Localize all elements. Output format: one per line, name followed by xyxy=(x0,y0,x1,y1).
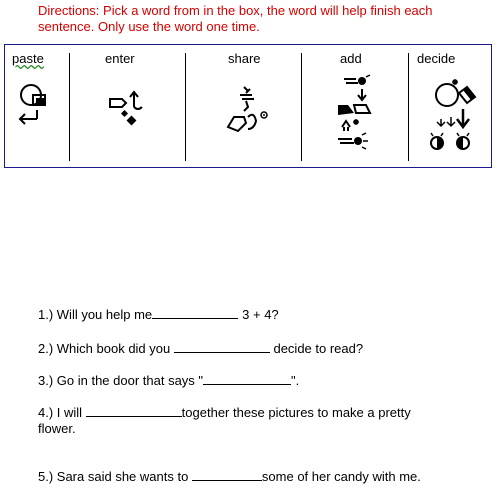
answer-blank[interactable] xyxy=(174,340,270,353)
word-box xyxy=(4,44,492,168)
sentence-text: decide to read? xyxy=(269,341,364,356)
word-cell-decide[interactable] xyxy=(409,45,492,167)
enter-symbol-icon xyxy=(108,89,148,133)
share-symbol-icon xyxy=(224,83,270,135)
sentence-text: 3.) Go in the door that says " xyxy=(38,373,204,388)
sentence-text: some of her candy with me. xyxy=(261,469,421,484)
answer-blank[interactable] xyxy=(203,372,291,385)
word-cell-enter[interactable] xyxy=(70,45,185,167)
sentence-1 xyxy=(38,306,279,323)
answer-blank[interactable] xyxy=(152,306,238,319)
sentence-text: 1.) Will you help me xyxy=(38,307,153,322)
sentence-text: flower. xyxy=(38,421,76,436)
directions-line-1: Directions: Pick a word from in the box, the word will help finish each xyxy=(38,3,433,18)
word-cell-paste[interactable] xyxy=(5,45,69,167)
answer-blank[interactable] xyxy=(86,404,182,417)
sentence-text: 4.) I will xyxy=(38,405,86,420)
word-label-enter: enter xyxy=(105,51,135,66)
word-label-share: share xyxy=(228,51,261,66)
directions-line-2: sentence. Only use the word one time. xyxy=(38,19,260,34)
directions xyxy=(38,3,488,35)
add-symbol-icon xyxy=(334,73,376,157)
word-cell-share[interactable] xyxy=(186,45,301,167)
sentence-text: together these pictures to make a pretty xyxy=(181,405,411,420)
word-label-decide: decide xyxy=(417,51,456,66)
word-cell-add[interactable] xyxy=(302,45,408,167)
sentence-text: ". xyxy=(291,373,300,388)
sentence-4 xyxy=(38,404,411,437)
sentence-3 xyxy=(38,372,299,389)
word-label-add: add xyxy=(340,51,362,66)
sentence-text: 3 + 4? xyxy=(242,307,279,322)
word-label-paste: paste xyxy=(12,51,44,66)
decide-symbol-icon xyxy=(429,75,481,159)
answer-blank[interactable] xyxy=(192,468,262,481)
sentence-2 xyxy=(38,340,363,357)
sentence-5 xyxy=(38,468,421,485)
sentence-text: 5.) Sara said she wants to xyxy=(38,469,192,484)
sentence-text: 2.) Which book did you xyxy=(38,341,174,356)
paste-symbol-icon xyxy=(17,83,51,127)
